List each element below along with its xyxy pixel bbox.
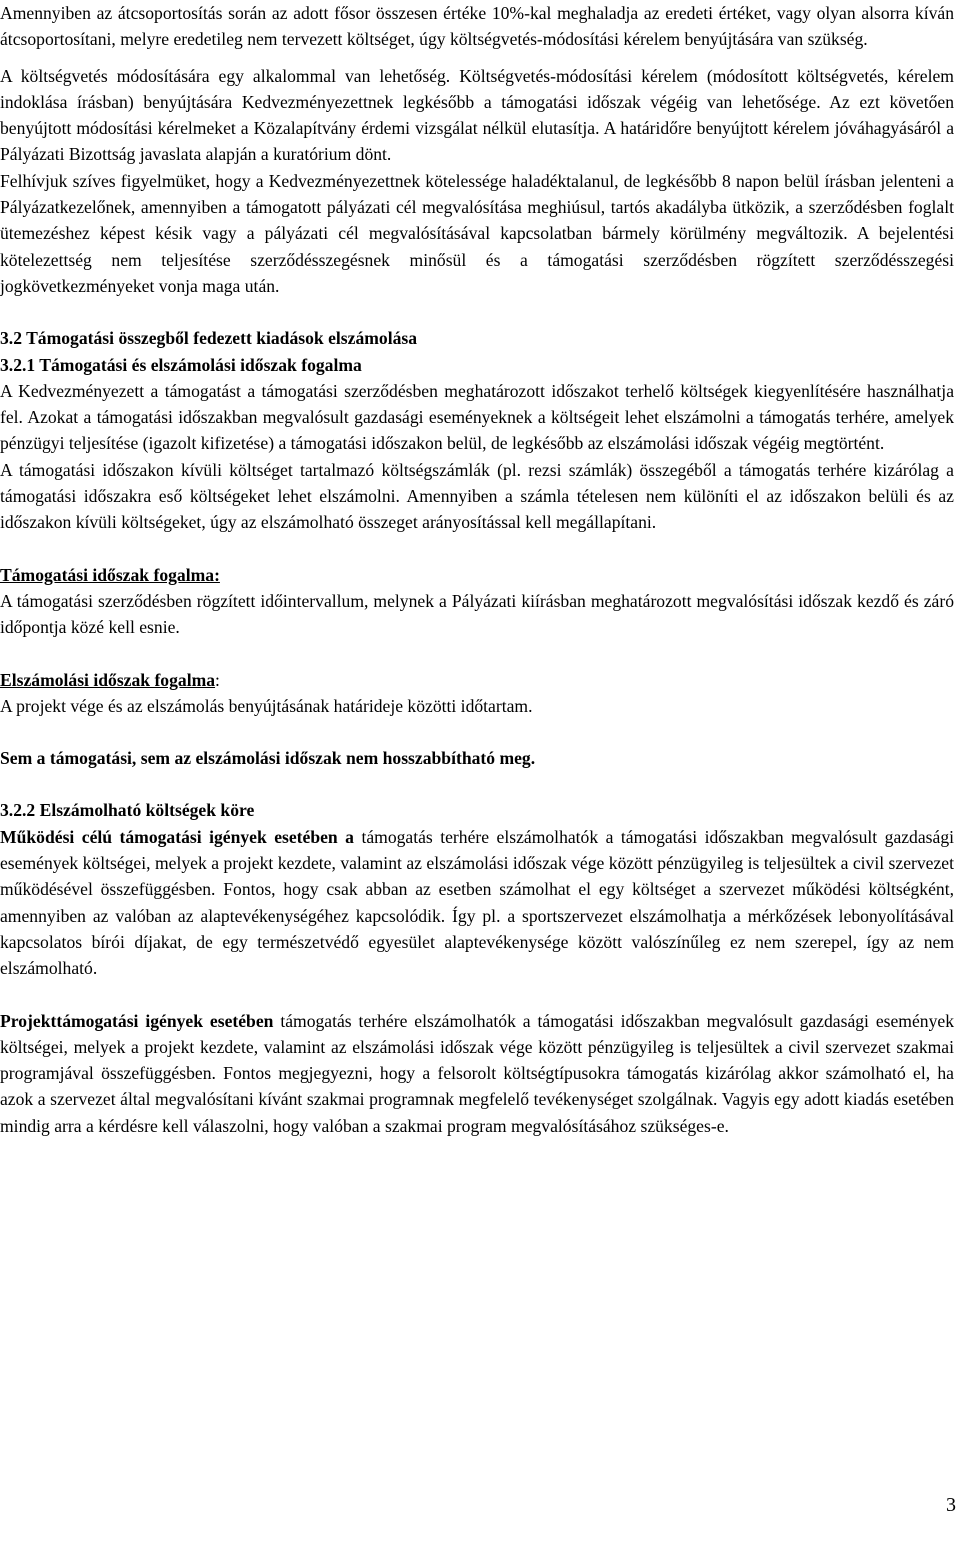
budget-mod-sentence-1: A költségvetés módosítására egy alkalommal van lehetőség.	[0, 65, 451, 86]
project-support-lead: Projekttámogatási igények esetében	[0, 1010, 274, 1031]
operating-support-sentence-1: támogatás terhére elszámolhatók a támogatási időszakban megvalósult gazdasági események költségei, melyek a projekt kezdete, valamint az elszámolási időszak vége között pénzügyileg is teljesültek a civil szervezet működésével összefüggésben.	[0, 826, 955, 900]
project-support-sentence-1: támogatás terhére elszámolhatók a támogatási időszakban megvalósult gazdasági események költségei, melyek a projekt kezdete, valamint az elszámolási időszak vége között pénzügyileg is teljesültek a civil szervezet szakmai programjával összefüggésben.	[0, 1010, 954, 1084]
definition-accounting-period-colon: :	[215, 669, 220, 690]
heading-3-2-1: 3.2.1 Támogatási és elszámolási időszak fogalma	[0, 354, 362, 375]
budget-mod-sentence-3: Az ezt követően benyújtott módosítási kérelmeket a Közalapítvány érdemi vizsgálat nélkül elutasítja.	[0, 91, 954, 139]
spacer	[0, 53, 954, 63]
definition-accounting-period-heading	[0, 667, 954, 693]
notice-sentence-2: A bejelentési kötelezettség nem teljesítése szerződésszegésnek minősül és a támogatási szerződésben rögzített szerződésszegési jogkövetkezményeket vonja maga után.	[0, 223, 954, 296]
support-period-sentence-2: Azokat a támogatási időszakban megvalósult gazdasági eseményeknek a költségeit lehet elszámolni a támogatás terhére, amelyek pénzügyi teljesítése (igazolt kifizetése) a támogatási időszakon belül, de legkésőbb az elszámolási időszak végéig megtörtént.	[0, 407, 954, 454]
budget-mod-sentence-2: Költségvetés-módosítási kérelem (módosított költségvetés, kérelem indoklása írásban) benyújtására Kedvezményezettnek legkésőbb a támogatási időszak végéig van lehetősége.	[0, 65, 954, 112]
paragraph-operating-support	[0, 824, 954, 982]
heading-3-2-2: 3.2.2 Elszámolható költségek köre	[0, 800, 255, 821]
definition-support-period-text: A támogatási szerződésben rögzített időintervallum, melynek a Pályázati kiírásban meghatározott megvalósítási időszak kezdő és záró időpontja közé kell esnie.	[0, 590, 954, 638]
definition-support-period-title: Támogatási időszak fogalma:	[0, 564, 220, 585]
paragraph-invoices	[0, 457, 954, 536]
heading-3-2: 3.2 Támogatási összegből fedezett kiadások elszámolása	[0, 328, 418, 349]
paragraph-notice	[0, 168, 954, 299]
invoices-sentence-1: A támogatási időszakon kívüli költséget tartalmazó költségszámlák (pl. rezsi számlák) összegéből a támogatás terhére kizárólag a támogatási időszakra eső költségeket lehet elszámolni.	[0, 459, 954, 507]
paragraph-intro-text: Amennyiben az átcsoportosítás során az adott fősor összesen értéke 10%-kal meghaladja az eredeti értéket, vagy olyan alsorra kíván átcsoportosítani, melyre eredetileg nem tervezett költséget, úgy költségvetés-módosítási kérelem benyújtására van szükség.	[0, 3, 954, 50]
operating-support-sentence-2: Fontos, hogy csak abban az esetben számolhat el egy költséget a szervezet működési költségként, amennyiben az valóban az alaptevékenységéhez kapcsolódik. Így pl. a sportszervezet elszámolhatja a mérkőzések lebonyolításával kapcsolatos bírói díjakat, de egy természetvédő egyesület alaptevékenysége között valószínűleg ez nem szerepel, így az nem elszámolható.	[0, 879, 954, 979]
definition-accounting-period-text: A projekt vége és az elszámolás benyújtásának határideje közötti időtartam.	[0, 695, 533, 716]
paragraph-intro	[0, 0, 954, 53]
spacer	[0, 641, 954, 667]
project-support-sentence-2: Fontos megjegyezni, hogy a felsorolt költségtípusokra támogatás kizárólag akkor számolható el, ha azok a szervezet által megvalósítani kívánt szakmai programnak megfelelő tevékenységet szolgálnak. Vagyis egy adott kiadás esetében mindig arra a kérdésre kell válaszolni, hogy valóban a szakmai program megvalósításához szükséges-e.	[0, 1063, 954, 1136]
operating-support-lead: Működési célú támogatási igények esetében a	[0, 826, 354, 847]
spacer	[0, 719, 954, 745]
paragraph-support-period	[0, 378, 954, 457]
spacer	[0, 536, 954, 562]
spacer	[0, 771, 954, 797]
page-number: 3	[946, 1494, 956, 1516]
support-period-sentence-1: A Kedvezményezett a támogatást a támogatási szerződésben meghatározott időszakot terhelő költségek kiegyenlítésére használhatja fel.	[0, 380, 954, 428]
definition-accounting-period-title: Elszámolási időszak fogalma	[0, 669, 216, 690]
invoices-sentence-2: Amennyiben a számla tételesen nem különíti el az időszakon belüli és az időszakon kívüli költségeket, úgy az elszámolható összeget arányosítással kell megállapítani.	[0, 486, 954, 533]
no-extension-statement: Sem a támogatási, sem az elszámolási időszak nem hosszabbítható meg.	[0, 748, 536, 769]
paragraph-budget-modification	[0, 63, 954, 168]
notice-sentence-1: Felhívjuk szíves figyelmüket, hogy a Kedvezményezettnek kötelessége haladéktalanul, de legkésőbb 8 napon belül írásban jelenteni a Pályázatkezelőnek, amennyiben a támogatott pályázati cél megvalósítása meghiúsul, tartós akadályba ütközik, a szerződésben foglalt ütemezéshez képest késik vagy a pályázati cél megvalósításával kapcsolatban bármely körülmény megváltozik.	[0, 170, 954, 244]
spacer	[0, 299, 954, 325]
budget-mod-sentence-4: A határidőre benyújtott kérelem jóváhagyásáról a Pályázati Bizottság javaslata alapján a kuratórium dönt.	[0, 118, 955, 165]
paragraph-project-support	[0, 1008, 954, 1139]
spacer	[0, 982, 954, 1008]
